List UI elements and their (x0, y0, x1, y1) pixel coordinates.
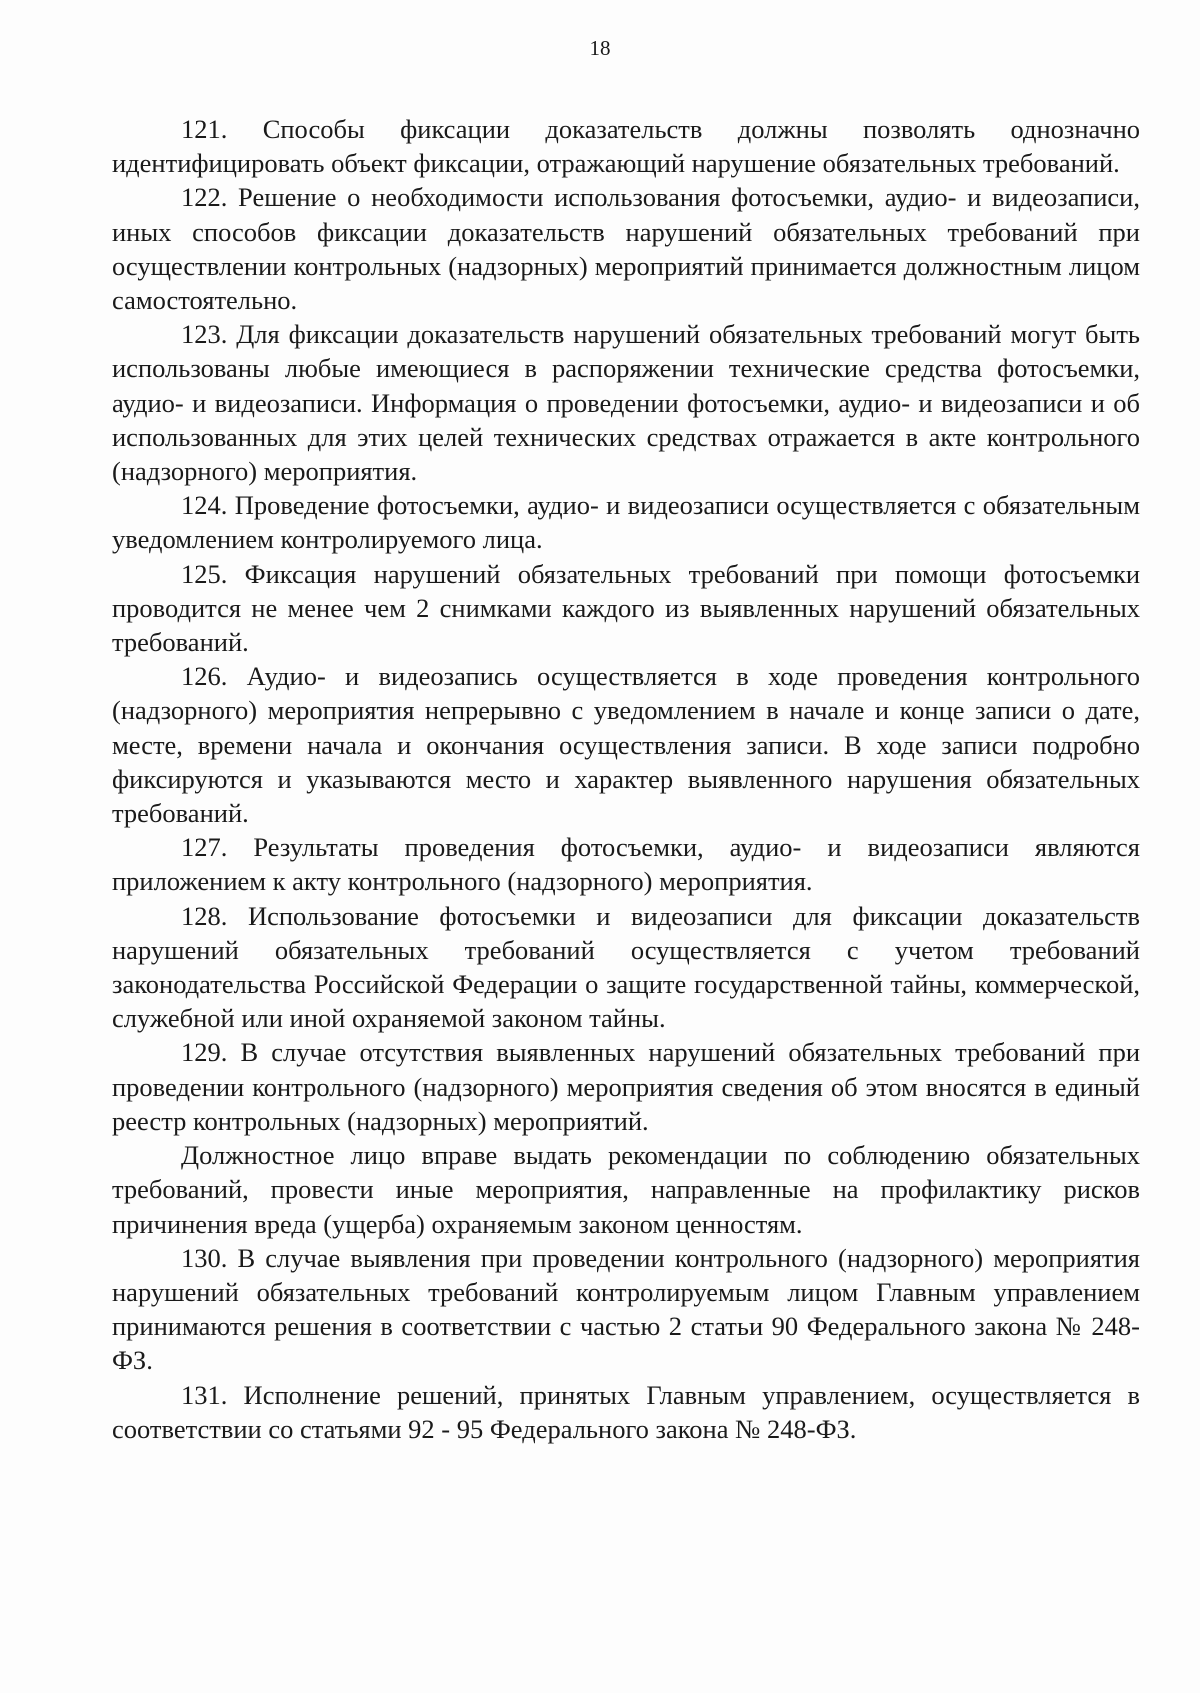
paragraph-121: 121. Способы фиксации доказательств должны позволять однозначно идентифицировать объект фиксации, отражающий нарушение обязательных требований. (112, 114, 1140, 179)
paragraph-128: 128. Использование фотосъемки и видеозаписи для фиксации доказательств нарушений обязательных требований осуществляется с учетом требований законодательства Российской Федерации о защите государственной тайны, коммерческой, служебной или иной охраняемой законом тайны. (112, 900, 1140, 1034)
page-number: 18 (589, 36, 611, 60)
document-body (112, 112, 1140, 1446)
paragraph-124: 124. Проведение фотосъемки, аудио- и видеозаписи осуществляется с обязательным уведомлением контролируемого лица. (112, 490, 1140, 555)
paragraph-125: 125. Фиксация нарушений обязательных требований при помощи фотосъемки проводится не менее чем 2 снимками каждого из выявленных нарушений обязательных требований. (112, 558, 1140, 658)
paragraph-126: 126. Аудио- и видеозапись осуществляется в ходе проведения контрольного (надзорного) мероприятия непрерывно с уведомлением в начале и конце записи о дате, месте, времени начала и окончания осуществления записи. В ходе записи подробно фиксируются и указываются место и характер выявленного нарушения обязательных требований. (112, 661, 1140, 829)
paragraph-130: 130. В случае выявления при проведении контрольного (надзорного) мероприятия нарушений обязательных требований контролируемым лицом Главным управлением принимаются решения в соответствии с частью 2 статьи 90 Федерального закона № 248-ФЗ. (112, 1242, 1140, 1376)
paragraph-129-recommendations: Должностное лицо вправе выдать рекомендации по соблюдению обязательных требований, провести иные мероприятия, направленные на профилактику рисков причинения вреда (ущерба) охраняемым законом ценностям. (112, 1140, 1140, 1239)
paragraph-123: 123. Для фиксации доказательств нарушений обязательных требований могут быть использованы любые имеющиеся в распоряжении технические средства фотосъемки, аудио- и видеозаписи. Информация о проведении фотосъемки, аудио- и видеозаписи и об использованных для этих целей технических средствах отражается в акте контрольного (надзорного) мероприятия. (112, 319, 1140, 487)
paragraph-129: 129. В случае отсутствия выявленных нарушений обязательных требований при проведении контрольного (надзорного) мероприятия сведения об этом вносятся в единый реестр контрольных (надзорных) мероприятий. (112, 1037, 1140, 1136)
paragraph-122: 122. Решение о необходимости использования фотосъемки, аудио- и видеозаписи, иных способов фиксации доказательств нарушений обязательных требований при осуществлении контрольных (надзорных) мероприятий принимается должностным лицом самостоятельно. (112, 182, 1140, 316)
paragraph-131: 131. Исполнение решений, принятых Главным управлением, осуществляется в соответствии со статьями 92 - 95 Федерального закона № 248-ФЗ. (112, 1379, 1140, 1444)
paragraph-127: 127. Результаты проведения фотосъемки, аудио- и видеозаписи являются приложением к акту контрольного (надзорного) мероприятия. (112, 832, 1140, 897)
